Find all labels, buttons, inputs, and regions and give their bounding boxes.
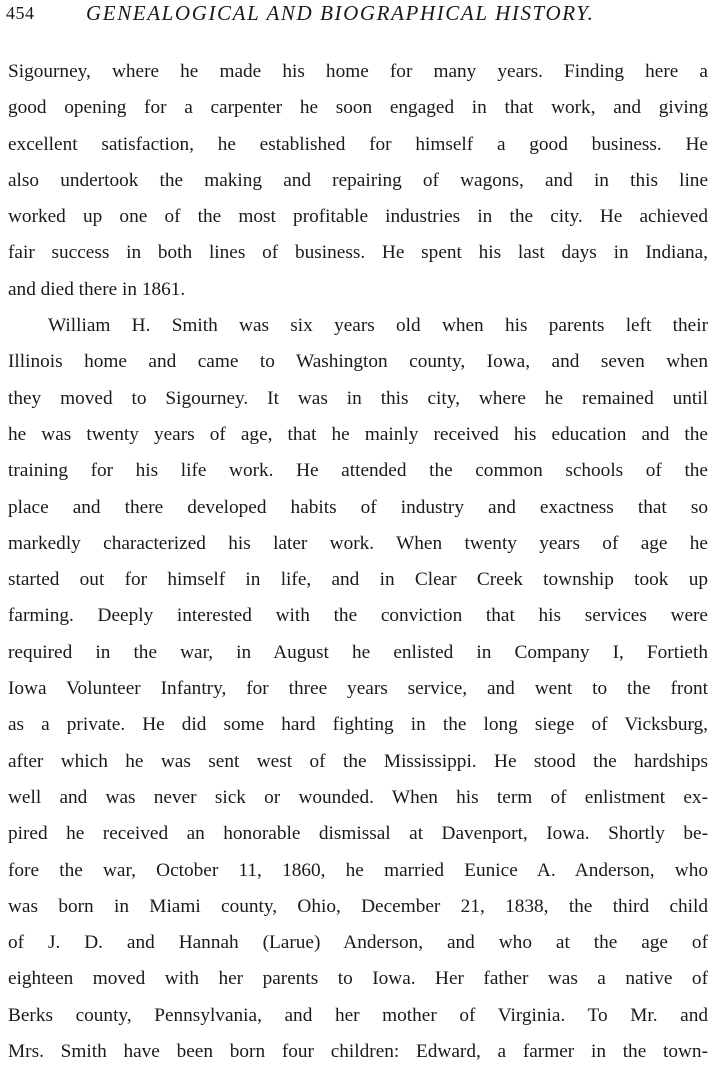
text-line: Illinois home and came to Washington county, Iowa, and seven when — [8, 351, 708, 373]
text-line: well and was never sick or wounded. When his term of enlistment ex- — [8, 786, 708, 808]
body-text — [8, 54, 708, 1070]
text-line: farming. Deeply interested with the conviction that his services were — [8, 605, 708, 627]
text-line: good opening for a carpenter he soon engaged in that work, and giving — [8, 97, 708, 119]
text-line: also undertook the making and repairing of wagons, and in this line — [8, 169, 708, 191]
text-line: worked up one of the most profitable industries in the city. He achieved — [8, 206, 708, 228]
text-line: after which he was sent west of the Mississippi. He stood the hardships — [8, 750, 708, 772]
paragraph-1 — [8, 54, 708, 308]
text-line: Mrs. Smith have been born four children: Edward, a farmer in the town- — [8, 1041, 708, 1063]
text-line: Iowa Volunteer Infantry, for three years service, and went to the front — [8, 678, 708, 700]
text-line: started out for himself in life, and in Clear Creek township took up — [8, 569, 708, 591]
text-line: and died there in 1861. — [8, 278, 186, 300]
text-line: of J. D. and Hannah (Larue) Anderson, and who at the age of — [8, 932, 708, 954]
page-number: 454 — [6, 3, 35, 23]
text-line: markedly characterized his later work. When twenty years of age he — [8, 532, 708, 554]
text-line: training for his life work. He attended the common schools of the — [8, 460, 708, 482]
text-line: Sigourney, where he made his home for many years. Finding here a — [8, 61, 708, 82]
text-line: eighteen moved with her parents to Iowa. Her father was a native of — [8, 968, 708, 990]
text-line: pired he received an honorable dismissal at Davenport, Iowa. Shortly be- — [8, 823, 708, 845]
text-line: fair success in both lines of business. He spent his last days in Indiana, — [8, 242, 708, 264]
text-line: they moved to Sigourney. It was in this city, where he remained until — [8, 387, 708, 409]
text-line: excellent satisfaction, he established for himself a good business. He — [8, 133, 708, 155]
page-header — [6, 0, 706, 30]
text-line: was born in Miami county, Ohio, December 21, 1838, the third child — [8, 895, 708, 917]
paragraph-2 — [8, 308, 708, 1070]
text-line: he was twenty years of age, that he mainly received his education and the — [8, 423, 708, 445]
text-line: place and there developed habits of industry and exactness that so — [8, 496, 708, 518]
text-line: William H. Smith was six years old when his parents left their — [48, 315, 708, 337]
text-line: required in the war, in August he enlisted in Company I, Fortieth — [8, 641, 708, 663]
text-line: as a private. He did some hard fighting in the long siege of Vicksburg, — [8, 714, 708, 736]
text-line: fore the war, October 11, 1860, he married Eunice A. Anderson, who — [8, 859, 708, 881]
text-line: Berks county, Pennsylvania, and her mother of Virginia. To Mr. and — [8, 1004, 708, 1026]
running-head: GENEALOGICAL AND BIOGRAPHICAL HISTORY. — [86, 1, 595, 25]
